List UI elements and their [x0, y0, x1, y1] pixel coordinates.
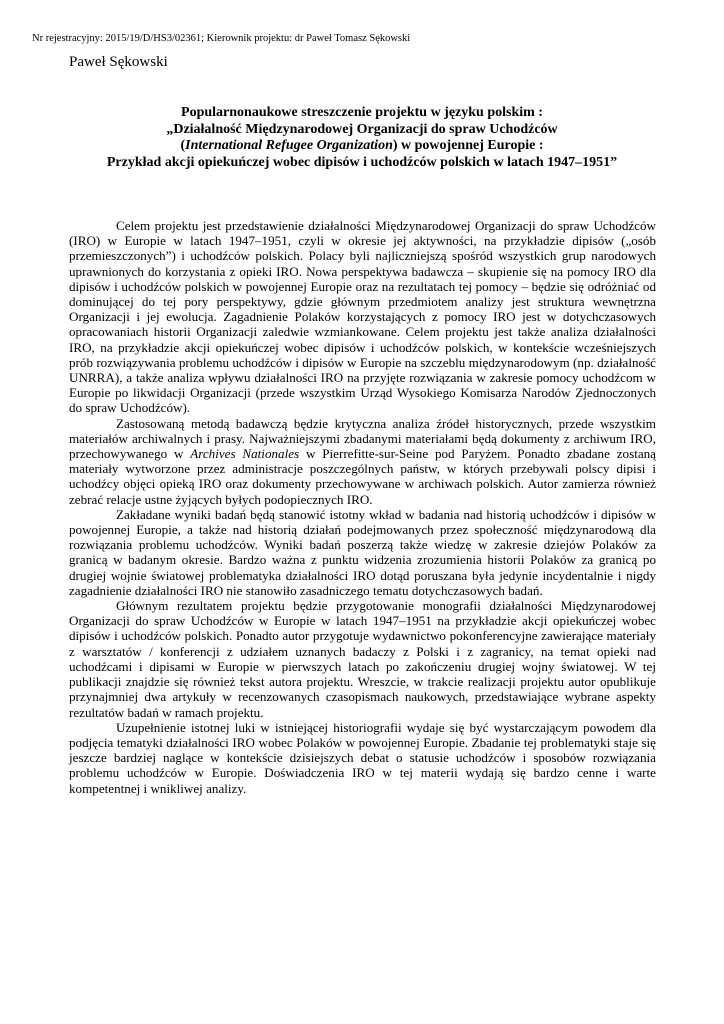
title-line-4: Przykład akcji opiekuńczej wobec dipisów i uchodźców polskich w latach 1947–1951” [106, 154, 618, 170]
title-line-1: Popularnonaukowe streszczenie projektu w języku polskim : [181, 105, 543, 120]
paragraph-method-part-2: w Pierrefitte-sur-Seine pod Paryżem. Ponadto zbadane zostaną materiały wytworzone przez administracje poszczególnych państw, w których przebywali polscy dipisi i uchodźcy objęci opieką IRO oraz dokumenty przechowywane w archiwach polskich. Autor zamierza również zebrać relacje ustne żyjących byłych podopiecznych IRO. [69, 446, 656, 507]
paragraph-method-part-1: Zastosowaną metodą badawczą będzie krytyczna analiza źródeł historycznych, przede wszystkim materiałów archiwalnych i prasy. Najważniejszymi zbadanymi materiałami będą dokumenty z archiwum IRO, przechowywanego w [69, 415, 656, 462]
paragraph-main-outcome: Głównym rezultatem projektu będzie przygotowanie monografii działalności Międzynarodowej Organizacji do spraw Uchodźców w Europie w latach 1947–1951 na przykładzie akcji opiekuńczej wobec dipisów i uchodźców polskich. Ponadto autor przygotuje wydawnictwo pokonferencyjne zawierające materiały z warsztatów / konferencji z udziałem uznanych badaczy z Polski i z zagranicy, na temat opieki nad uchodźcami i dipisami w Europie w pierwszych latach po zakończeniu drugiej wojny światowej. W tej publikacji znajdzie się również tekst autora projektu. Wreszcie, w trakcie realizacji projektu autor opublikuje przynajmniej dwa artykuły w recenzowanych czasopismach naukowych, przedstawiające wybrane aspekty rezultatów badań w ramach projektu. [69, 598, 656, 720]
paragraph-justification: Uzupełnienie istotnej luki w istniejącej historiografii wydaje się być wystarczającym powodem dla podjęcia tematyki działalności IRO wobec Polaków w powojennej Europie. Zbadanie tej problematyki staje się jeszcze bardziej naglące w kontekście dzisiejszych debat o statusie uchodźców i sposobów rozwiązania problemu uchodźców w Europie. Doświadczenia IRO w tej materii wydają się bardzo cenne i warte kompetentnej i wnikliwej analizy. [69, 719, 656, 796]
author-name: Paweł Sękowski [69, 54, 168, 70]
title-organization-name: International Refugee Organization [185, 138, 393, 153]
document-body [69, 218, 656, 796]
registration-header: Nr rejestracyjny: 2015/19/D/HS3/02361; Kierownik projektu: dr Paweł Tomasz Sękowski [32, 33, 411, 44]
paragraph-expected-results: Zakładane wyniki badań będą stanowić istotny wkład w badania nad historią uchodźców i dipisów w powojennej Europie, a także nad historią działań podejmowanych przez społeczność międzynarodową dla rozwiązania problemu uchodźców. Wyniki badań poszerzą także wiedzę w zakresie dziejów Polaków za granicą w badanym okresie. Bardzo ważna z punktu widzenia zrozumienia historii Polaków za granicą po drugiej wojnie światowej problematyka działalności IRO dotąd poruszana była jedynie incydentalnie i nigdy zagadnienie działalności IRO nie stanowiło zasadniczego tematu dotychczasowych badań. [69, 506, 656, 598]
title-line-3-open: ( [180, 138, 186, 153]
document-title [60, 105, 664, 171]
title-line-3-rest: ) w powojennej Europie : [392, 138, 544, 153]
title-line-2: „Działalność Międzynarodowej Organizacji do spraw Uchodźców [166, 121, 558, 137]
paragraph-method [69, 416, 656, 507]
archive-name: Archives Nationales [190, 446, 300, 462]
title-line-3 [60, 138, 664, 155]
paragraph-goals: Celem projektu jest przedstawienie działalności Międzynarodowej Organizacji do spraw Uchodźców (IRO) w Europie w latach 1947–1951, czyli w okresie jej aktywności, na przykładzie dipisów („osób przemieszczonych”) i uchodźców polskich. Polacy byli najliczniejszą spośród wszystkich grup narodowych uprawnionych do korzystania z opieki IRO. Nowa perspektywa badawcza – skupienie się na pomocy IRO dla dipisów i uchodźców polskich w powojennej Europie oraz na rezultatach tej pomocy – będzie się odróżniać od dominującej do tej pory perspektywy, gdzie głównym przedmiotem analizy jest struktura wewnętrzna Organizacji i jej ewolucja. Zagadnienie Polaków korzystających z pomocy IRO jest w dotychczasowych opracowaniach historii Organizacji zaledwie wzmiankowane. Celem projektu jest także analiza działalności IRO, na przykładzie akcji opiekuńczej wobec dipisów i uchodźców polskich, w kontekście wcześniejszych prób rozwiązywania problemu uchodźców i dipisów w Europie na szczeblu międzynarodowym (np. działalność UNRRA), a także analiza wpływu działalności IRO na przyjęte rozwiązania w zakresie pomocy uchodźcom w Europie po likwidacji Organizacji (przede wszystkim Urząd Wysokiego Komisarza Narodów Zjednoczonych do spraw Uchodźców). [69, 218, 656, 416]
